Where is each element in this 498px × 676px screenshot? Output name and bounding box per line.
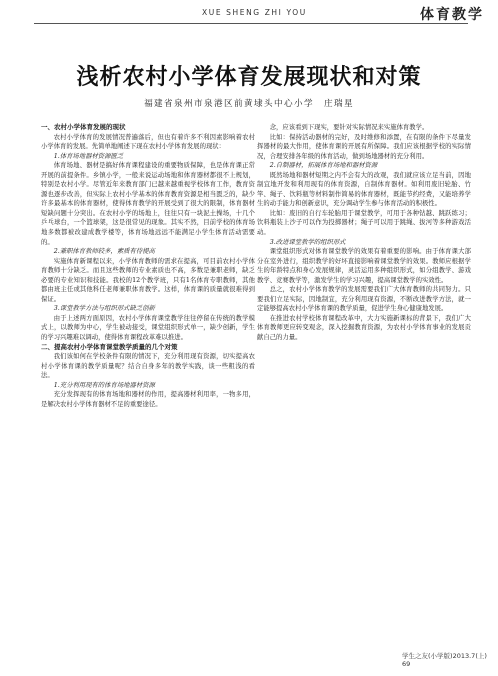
paragraph: 我们该如何在学校条件有限的情况下，充分利用现有资源，切实提高农村小学体育课的教学质量呢？结合自身多年的教学实践，谈一些粗浅的看法。: [41, 353, 255, 380]
article-title: 浅析农村小学体育发展现状和对策: [76, 65, 422, 90]
subsection-heading: 3.改进课堂教学的组织形式: [269, 238, 346, 246]
page-header: [0, 0, 498, 22]
paragraph: 实施体育新课程以来，小学体育教师的需求在提高，可目前农村小学体育教师十分缺乏。而且这些教师的专业素质也不高，多数是兼职老师，缺乏必要的专业知识和技能。我校的12个教学班，只有1名体育专职教师，其他都由班主任或其他科任老师兼职体育教学。这样，体育课的质量就很难得到保证。: [41, 257, 255, 303]
paragraph: 农村小学体育的发展情况普遍落后，但也有着许多不利因素影响着农村小学体育的发展。先简单地阐述下现在农村小学体育发展的现状：: [41, 133, 255, 151]
subsection-heading: 2.兼职体育教师较多，素质有待提高: [53, 248, 155, 256]
subsection-heading: 2.自制器材，拓展体育场地和器材资源: [269, 162, 378, 170]
section-heading: 一、农村小学体育发展的现状: [41, 123, 126, 131]
right-column: [257, 123, 471, 343]
paragraph: 在推进农村学校体育课程改革中，大力实施新课标的背景下，我们广大体育教师更应转变观念，深入挖掘教育资源，为农村小学体育事业的发展贡献自己的力量。: [257, 314, 471, 342]
running-title: XUE SHENG ZHI YOU: [202, 8, 307, 17]
subsection-heading: 3.课堂教学方法与组织形式缺乏创新: [53, 305, 155, 313]
header-rule: [34, 23, 468, 24]
paragraph: 念，应该看到下现实，要针对实际情况来实施体育教学。: [269, 124, 429, 131]
paragraph: 充分发挥现有的体育场地和器材的作用，提高器材利用率，一物多用，是解决农村小学体育器材不足的重要途径。: [41, 391, 255, 408]
paragraph: 总之，农村小学体育教学的发展需要我们广大体育教师的共同努力。只要我们立足实际，因地制宜，充分利用现有资源，不断改进教学方法，就一定能够提高农村小学体育课的教学质量，促进学生身心健康地发展。: [257, 286, 471, 313]
paragraph: 比如：废旧的自行车轮胎用于课堂教学，可用于各种钻越、跳跃练习；饮料瓶装上沙子可以作为投掷器材；绳子可以用于跳绳、拔河等多种游戏活动。: [257, 209, 471, 237]
paragraph: 既然场地和器材短期之内不会有大的改观，我们就应该立足当前，因地制宜地开发和利用现有的体育资源，自制体育器材。如利用废旧轮胎、竹竿、绳子、饮料瓶等材料制作简易的体育器材，既能节约经费，又能培养学生的动手能力和创新意识，充分调动学生参与体育活动的积极性。: [257, 171, 471, 208]
paragraph: 比如：保持活动器材的完好，及时维修和添置，在有限的条件下尽量发挥器材的最大作用，使体育课的开展有所保障。我们应该根据学校的实际情况，合理安排各年级的体育活动，做到场地器材的充分利用。: [257, 133, 471, 160]
column-name: 体育教学: [420, 7, 484, 23]
paragraph: 课堂组织形式对体育课堂教学的效果有着重要的影响。由于体育课大部分在室外进行，组织教学的好坏直接影响着课堂教学的效果。教师应根据学生的年龄特点和身心发展规律，灵活运用多种组织形式，如分组教学、游戏教学、竞赛教学等，激发学生的学习兴趣，提高课堂教学的实效性。: [257, 248, 471, 284]
page-footer: 学生之友(小学版)2013.7(上) 69: [402, 652, 494, 668]
subsection-heading: 1.体育场地器材资源匮乏: [53, 152, 124, 160]
left-column: [41, 123, 255, 409]
article-byline: 福建省泉州市泉港区前黄埭头中心小学 庄瑞星: [144, 99, 354, 109]
paragraph: 体育场地、器材是搞好体育课程建设的重要物质保障，也是体育课正常开展的前提条件。乡镇小学，一般来说运动场地和体育器材都很不上规划，特别是农村小学。尽管近年来教育部门已越来越重视学校体育工作，教育资源也逐步改善，但实际上农村小学基本的体育教育资源是相当匮乏的，缺少许多最基本的体育器材，使得体育教学的开展受到了很大的限制，体育器材短缺问题十分突出。在农村小学的场地上，往往只有一块泥土操场，十几个乒乓球台，一个篮球架，这是很常见的现象。其实不然，目前学校的体育场地多数都被改建成教学楼等，体育场地远远不能满足小学生体育活动需要的。: [41, 162, 255, 246]
paragraph: 由于上述两方面原因，农村小学体育课堂教学往往停留在传统的教学模式上，以教师为中心，学生被动接受，课堂组织形式单一，缺少创新，学生的学习兴趣难以调动，使得体育课程改革难以推进。: [41, 314, 255, 342]
section-heading: 二、提高农村小学体育课堂教学质量的几个对策: [41, 342, 178, 351]
subsection-heading: 1.充分利用现有的体育场地器材资源: [53, 381, 155, 389]
